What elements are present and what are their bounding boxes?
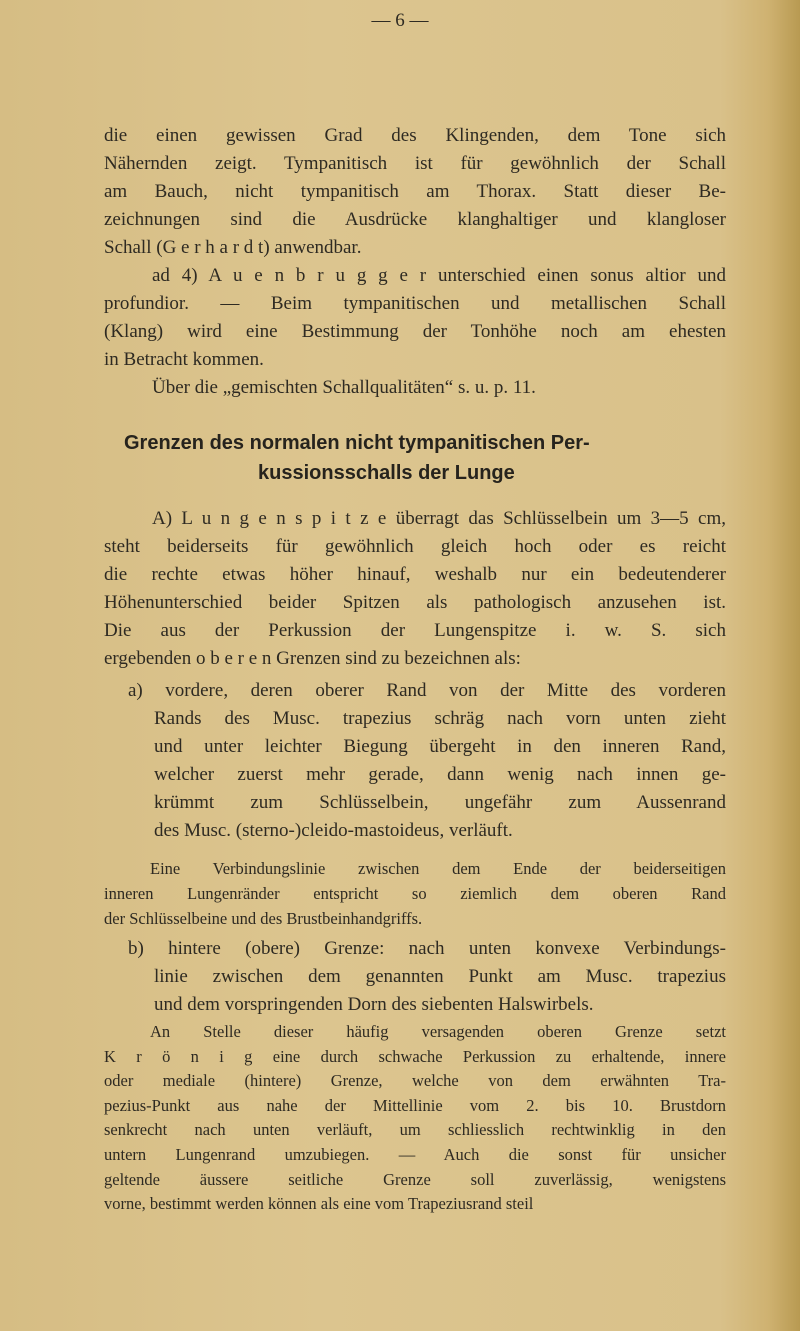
text-line: A) L u n g e n s p i t z e überragt das Schlüsselbein um 3—5 cm, (152, 508, 726, 529)
section-heading-line-2: kussionsschalls der Lunge (258, 462, 515, 484)
text-line: Schall (G e r h a r d t) anwendbar. (104, 237, 362, 258)
text-line: linie zwischen dem genannten Punkt am Musc. trapezius (154, 966, 726, 987)
text-line: (Klang) wird eine Bestimmung der Tonhöhe noch am ehesten (104, 321, 726, 342)
text-line: vorne, bestimmt werden können als eine vom Trapeziusrand steil (104, 1194, 534, 1214)
text-line: An Stelle dieser häufig versagenden oberen Grenze setzt (150, 1022, 726, 1041)
page-number: — 6 — (371, 10, 429, 31)
text-line: Höhenunterschied beider Spitzen als pathologisch anzusehen ist. (104, 592, 726, 613)
text-line: inneren Lungenränder entspricht so ziemlich dem oberen Rand (104, 884, 726, 903)
text-line: und dem vorspringenden Dorn des siebenten Halswirbels. (154, 994, 594, 1015)
text-line: ad 4) A u e n b r u g g e r unterschied einen sonus altior und (152, 265, 726, 286)
text-line: Die aus der Perkussion der Lungenspitze i. w. S. sich (104, 620, 726, 641)
text-line: oder mediale (hintere) Grenze, welche von dem erwähnten Tra- (104, 1071, 726, 1091)
text-line: senkrecht nach unten verläuft, um schliesslich rechtwinklig in den (104, 1120, 726, 1140)
text-line: untern Lungenrand umzubiegen. — Auch die sonst für unsicher (104, 1145, 726, 1164)
text-line: Nähernden zeigt. Tympanitisch ist für gewöhnlich der Schall (104, 153, 726, 174)
text-line: K r ö n i g eine durch schwache Perkussion zu erhaltende, innere (104, 1046, 726, 1066)
text-line: am Bauch, nicht tympanitisch am Thorax. Statt dieser Be- (104, 181, 726, 202)
text-line: welcher zuerst mehr gerade, dann wenig nach innen ge- (154, 764, 726, 785)
text-line: und unter leichter Biegung übergeht in den inneren Rand, (154, 736, 726, 757)
text-line: die einen gewissen Grad des Klingenden, dem Tone sich (104, 125, 726, 146)
text-line: geltende äussere seitliche Grenze soll zuverlässig, wenigstens (104, 1169, 726, 1189)
text-line: Eine Verbindungslinie zwischen dem Ende der beiderseitigen (150, 859, 726, 878)
text-line: Über die „gemischten Schallqualitäten“ s. u. p. 11. (152, 377, 536, 398)
text-line: zeichnungen sind die Ausdrücke klanghaltiger und klangloser (104, 209, 726, 230)
text-line: a) vordere, deren oberer Rand von der Mitte des vorderen (128, 680, 726, 701)
text-line: krümmt zum Schlüsselbein, ungefähr zum Aussenrand (154, 792, 726, 813)
text-line: steht beiderseits für gewöhnlich gleich hoch oder es reicht (104, 536, 726, 557)
text-line: profundior. — Beim tympanitischen und metallischen Schall (104, 293, 726, 314)
text-line: b) hintere (obere) Grenze: nach unten konvexe Verbindungs- (128, 938, 726, 959)
text-line: der Schlüsselbeine und des Brustbeinhandgriffs. (104, 909, 423, 928)
text-line: ergebenden o b e r e n Grenzen sind zu bezeichnen als: (104, 648, 521, 669)
text-line: in Betracht kommen. (104, 349, 264, 370)
text-line: die rechte etwas höher hinauf, weshalb nur ein bedeutenderer (104, 564, 726, 585)
text-line: pezius-Punkt aus nahe der Mittellinie vom 2. bis 10. Brustdorn (104, 1095, 726, 1115)
text-line: Rands des Musc. trapezius schräg nach vorn unten zieht (154, 708, 726, 729)
text-line: des Musc. (sterno-)cleido-mastoideus, verläuft. (154, 820, 513, 841)
section-heading-line-1: Grenzen des normalen nicht tympanitischen Per- (124, 432, 590, 454)
